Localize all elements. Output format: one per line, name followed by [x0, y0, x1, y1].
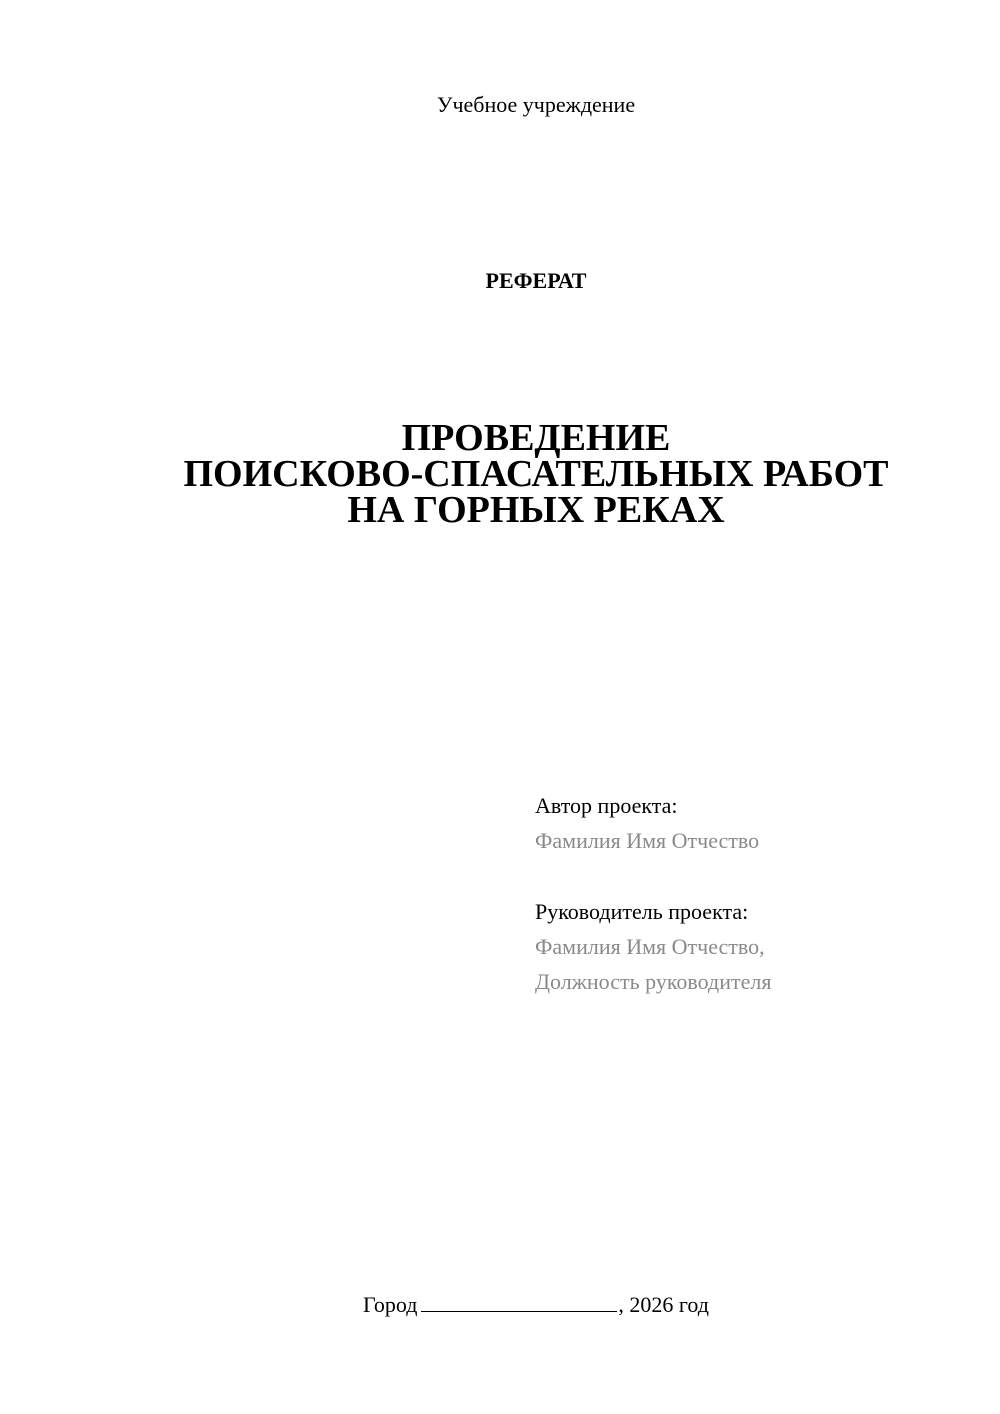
footer-city-year	[0, 1290, 1000, 1320]
title-line-1: ПРОВЕДЕНИЕ	[401, 417, 671, 459]
city-blank-line	[421, 1291, 617, 1312]
author-name: Фамилия Имя Отчество	[535, 828, 760, 853]
document-title	[0, 417, 1000, 531]
city-label: Город	[363, 1292, 418, 1317]
author-label: Автор проекта:	[535, 793, 678, 818]
supervisor-position: Должность руководителя	[535, 969, 772, 994]
institution-name: Учебное учреждение	[436, 92, 636, 117]
title-line-2: ПОИСКОВО-СПАСАТЕЛЬНЫХ РАБОТ	[183, 453, 889, 495]
supervisor-label: Руководитель проекта:	[535, 899, 749, 924]
year-text: , 2026 год	[618, 1292, 709, 1317]
credits-spacer	[535, 858, 975, 894]
document-type: РЕФЕРАТ	[485, 268, 587, 293]
supervisor-name: Фамилия Имя Отчество,	[535, 934, 765, 959]
credits-block	[535, 788, 975, 999]
title-line-3: НА ГОРНЫХ РЕКАХ	[347, 489, 725, 531]
